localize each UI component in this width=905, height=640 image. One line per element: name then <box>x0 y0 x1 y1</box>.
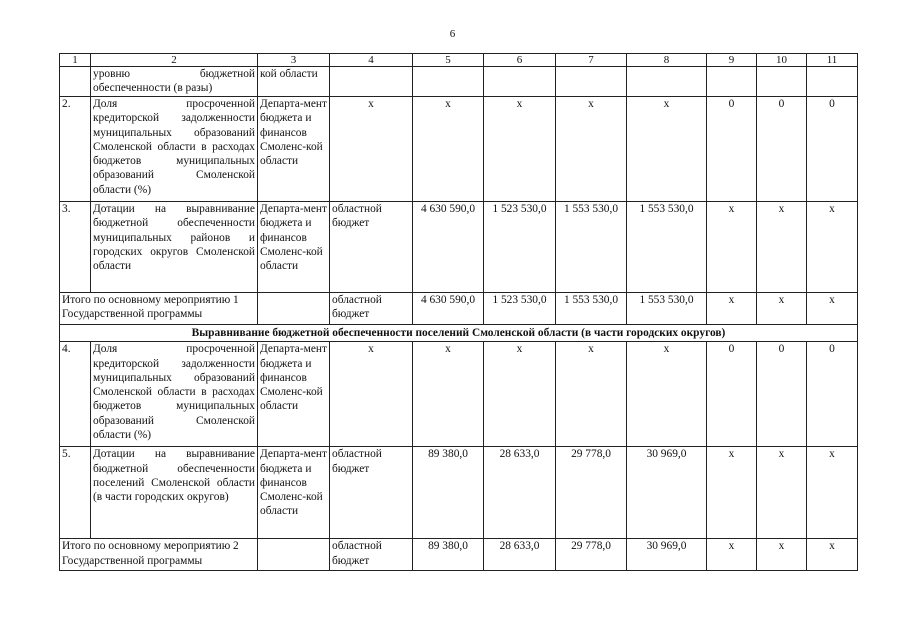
table-row <box>60 67 858 97</box>
value-col8: х <box>627 97 707 202</box>
header-cell: 6 <box>484 54 556 67</box>
header-cell: 5 <box>413 54 484 67</box>
row-number: 3. <box>60 202 91 293</box>
funding-source: х <box>330 342 413 447</box>
value-col5: 89 380,0 <box>413 447 484 539</box>
value-col11: х <box>807 293 858 325</box>
row-number: 2. <box>60 97 91 202</box>
value-col6: 1 523 530,0 <box>484 202 556 293</box>
value-col9 <box>707 67 757 97</box>
value-col6: 28 633,0 <box>484 447 556 539</box>
header-cell: 10 <box>757 54 807 67</box>
value-col7: 1 553 530,0 <box>556 293 627 325</box>
value-col7: х <box>556 97 627 202</box>
value-col6: 1 523 530,0 <box>484 293 556 325</box>
funding-source <box>330 67 413 97</box>
value-col9: х <box>707 539 757 571</box>
value-col11: х <box>807 539 858 571</box>
total-row <box>60 293 858 325</box>
row-number: 5. <box>60 447 91 539</box>
value-col5: 4 630 590,0 <box>413 202 484 293</box>
indicator-name: Дотации на выравнивание бюджетной обеспеченности муниципальных районов и городских округов Смоленской области <box>91 202 258 293</box>
section-title: Выравнивание бюджетной обеспеченности поселений Смоленской области (в части городских округов) <box>60 325 858 342</box>
value-col6: х <box>484 97 556 202</box>
value-col9: х <box>707 293 757 325</box>
value-col6 <box>484 67 556 97</box>
value-col10: х <box>757 293 807 325</box>
value-col10: 0 <box>757 97 807 202</box>
header-cell: 1 <box>60 54 91 67</box>
value-col8: х <box>627 342 707 447</box>
value-col11 <box>807 67 858 97</box>
row-number <box>60 67 91 97</box>
value-col11: 0 <box>807 97 858 202</box>
executor: Департа-мент бюджета и финансов Смоленс-кой области <box>258 342 330 447</box>
value-col5: х <box>413 342 484 447</box>
executor <box>258 539 330 571</box>
value-col5: 4 630 590,0 <box>413 293 484 325</box>
value-col11: х <box>807 447 858 539</box>
funding-source: х <box>330 97 413 202</box>
page-number: 6 <box>449 28 456 40</box>
value-col7 <box>556 67 627 97</box>
value-col5: 89 380,0 <box>413 539 484 571</box>
value-col8: 1 553 530,0 <box>627 202 707 293</box>
funding-source: областной бюджет <box>330 539 413 571</box>
table-row <box>60 447 858 539</box>
executor: Департа-мент бюджета и финансов Смоленс-кой области <box>258 97 330 202</box>
funding-source: областной бюджет <box>330 447 413 539</box>
value-col6: 28 633,0 <box>484 539 556 571</box>
header-cell: 7 <box>556 54 627 67</box>
funding-source: областной бюджет <box>330 202 413 293</box>
funding-source: областной бюджет <box>330 293 413 325</box>
value-col9: х <box>707 202 757 293</box>
total-label: Итого по основному мероприятию 1 Государственной программы <box>60 293 258 325</box>
value-col10 <box>757 67 807 97</box>
header-cell: 9 <box>707 54 757 67</box>
total-row <box>60 539 858 571</box>
value-col6: х <box>484 342 556 447</box>
executor <box>258 293 330 325</box>
section-row <box>60 325 858 342</box>
value-col8: 30 969,0 <box>627 539 707 571</box>
value-col10: х <box>757 539 807 571</box>
table-row <box>60 97 858 202</box>
value-col7: 29 778,0 <box>556 447 627 539</box>
header-cell: 3 <box>258 54 330 67</box>
executor: Департа-мент бюджета и финансов Смоленс-кой области <box>258 202 330 293</box>
header-cell: 8 <box>627 54 707 67</box>
value-col9: 0 <box>707 342 757 447</box>
header-cell: 2 <box>91 54 258 67</box>
executor: кой области <box>258 67 330 97</box>
indicator-name: Доля просроченной кредиторской задолженности муниципальных образований Смоленской области в расходах бюджетов муниципальных образований Смоленской области (%) <box>91 97 258 202</box>
value-col7: 1 553 530,0 <box>556 202 627 293</box>
indicator-name: уровню бюджетной обеспеченности (в разы) <box>91 67 258 97</box>
value-col7: 29 778,0 <box>556 539 627 571</box>
total-label: Итого по основному мероприятию 2 Государственной программы <box>60 539 258 571</box>
value-col10: 0 <box>757 342 807 447</box>
value-col5: х <box>413 97 484 202</box>
value-col11: 0 <box>807 342 858 447</box>
value-col8: 30 969,0 <box>627 447 707 539</box>
value-col10: х <box>757 202 807 293</box>
value-col9: 0 <box>707 97 757 202</box>
table-row <box>60 342 858 447</box>
main-table <box>59 53 858 571</box>
value-col8: 1 553 530,0 <box>627 293 707 325</box>
value-col11: х <box>807 202 858 293</box>
row-number: 4. <box>60 342 91 447</box>
header-cell: 4 <box>330 54 413 67</box>
value-col8 <box>627 67 707 97</box>
value-col9: х <box>707 447 757 539</box>
indicator-name: Доля просроченной кредиторской задолженности муниципальных образований Смоленской области в расходах бюджетов муниципальных образований Смоленской области (%) <box>91 342 258 447</box>
value-col10: х <box>757 447 807 539</box>
table-row <box>60 202 858 293</box>
indicator-name: Дотации на выравнивание бюджетной обеспеченности поселений Смоленской области (в части городских округов) <box>91 447 258 539</box>
value-col7: х <box>556 342 627 447</box>
header-row <box>60 54 858 67</box>
executor: Департа-мент бюджета и финансов Смоленс-кой области <box>258 447 330 539</box>
header-cell: 11 <box>807 54 858 67</box>
value-col5 <box>413 67 484 97</box>
